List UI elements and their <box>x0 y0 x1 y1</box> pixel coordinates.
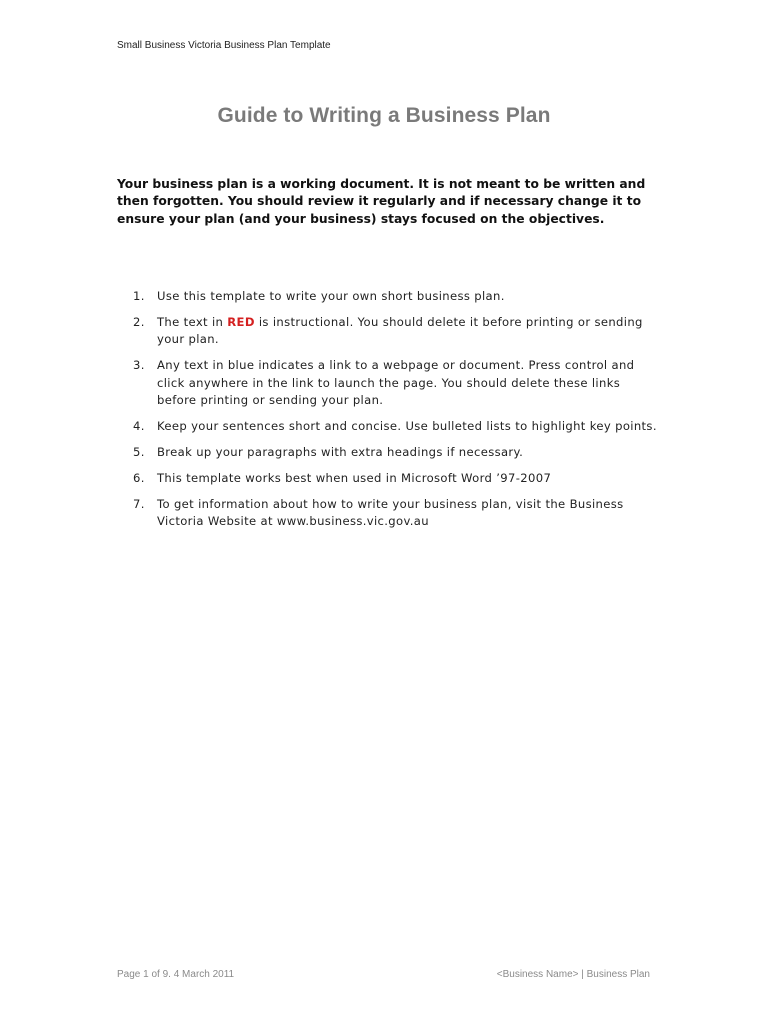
guide-list <box>117 288 657 539</box>
list-item <box>117 418 657 435</box>
list-item-text-before: The text in <box>157 314 228 329</box>
list-item-text: Use this template to write your own short business plan. <box>157 289 505 303</box>
list-item-text-after: is instructional. You should delete it before printing or sending your plan. <box>157 314 643 347</box>
intro-paragraph: Your business plan is a working document. It is not meant to be written and then forgotten. You should review it regularly and if necessary change it to ensure your plan (and your business) stays focused on the objectives. <box>117 177 646 226</box>
list-item-number: 4. <box>133 418 145 433</box>
footer-business-name: <Business Name> | Business Plan <box>496 969 650 980</box>
list-item-number: 1. <box>133 289 145 303</box>
footer-page-info: Page 1 of 9. 4 March 2011 <box>117 969 235 980</box>
list-item-text: Break up your paragraphs with extra headings if necessary. <box>157 444 524 459</box>
red-highlight-text: RED <box>227 314 255 329</box>
page-header: Small Business Victoria Business Plan Template <box>117 40 331 51</box>
list-item <box>117 444 657 461</box>
list-item-number: 7. <box>133 496 145 511</box>
list-item-text: This template works best when used in Microsoft Word ’97-2007 <box>157 470 552 485</box>
list-item-text: To get information about how to write your business plan, visit the Business Victoria Website at www.business.vic.gov.au <box>157 496 624 529</box>
list-item <box>117 496 657 531</box>
list-item-number: 3. <box>133 358 145 373</box>
list-item <box>117 314 657 349</box>
list-item <box>117 357 657 409</box>
list-item-text: Any text in blue indicates a link to a webpage or document. Press control and click anywhere in the link to launch the page. You should delete these links before printing or sending your plan. <box>157 358 635 407</box>
list-item-text: Keep your sentences short and concise. Use bulleted lists to highlight key points. <box>157 418 657 433</box>
list-item <box>117 288 657 305</box>
list-item-number: 5. <box>133 444 145 459</box>
list-item <box>117 470 657 487</box>
list-item-number: 2. <box>133 314 145 329</box>
page-title: Guide to Writing a Business Plan <box>217 104 551 127</box>
list-item-number: 6. <box>133 470 145 485</box>
